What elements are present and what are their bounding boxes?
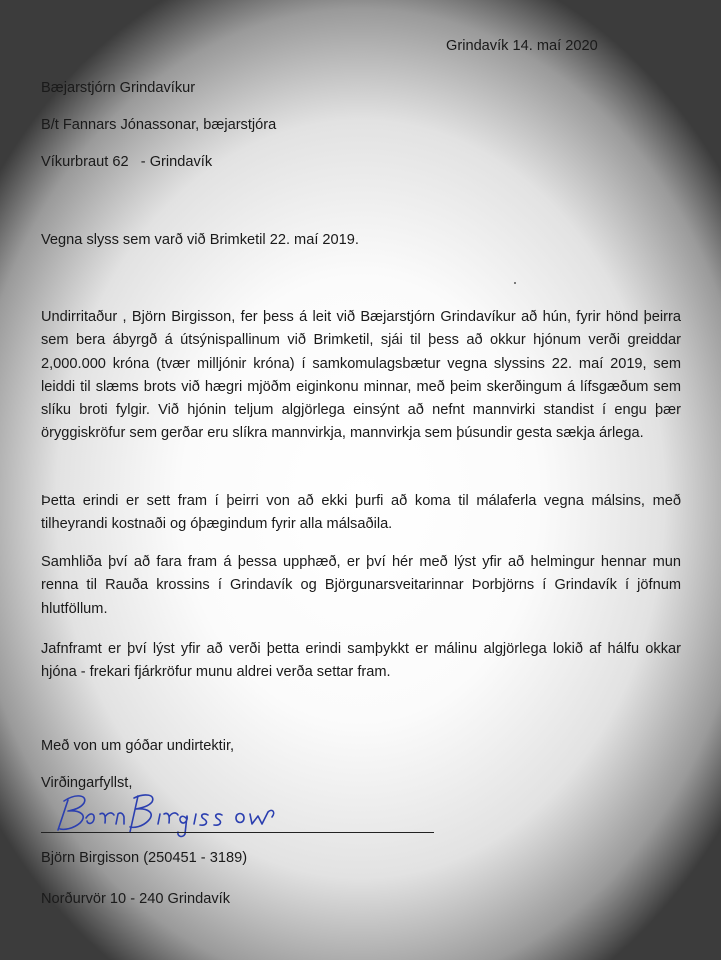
sign-off: Virðingarfyllst, xyxy=(41,775,133,791)
signer-name-id: Björn Birgisson (250451 - 3189) xyxy=(41,850,248,866)
letter-date: Grindavík 14. maí 2020 xyxy=(446,38,598,54)
handwritten-signature xyxy=(54,790,314,838)
body-paragraph-4: Jafnframt er því lýst yfir að verði þetta erindi samþykkt er málinu algjörlega lokið af hálfu okkar hjóna - frekari fjárkröfur munu aldrei verða settar fram. xyxy=(41,641,681,681)
body-paragraph-3: Samhliða því að fara fram á þessa upphæð, er því hér með lýst yfir að helmingur hennar mun renna til Rauða krossins í Grindavík og Björgunarsveitarinnar Þorbjörns í Grindavík í jöfnum hlutföllum. xyxy=(41,554,681,617)
recipient-line-2: B/t Fannars Jónassonar, bæjarstjóra xyxy=(41,117,277,133)
scan-speck xyxy=(514,282,516,284)
recipient-address: Víkurbraut 62 - Grindavík xyxy=(41,154,213,170)
closing-line: Með von um góðar undirtektir, xyxy=(41,738,235,754)
body-paragraph-2: Þetta erindi er sett fram í þeirri von að ekki þurfi að koma til málaferla vegna málsins, með tilheyrandi kostnaði og óþægindum fyrir alla málsaðila. xyxy=(41,493,681,533)
letter-subject: Vegna slyss sem varð við Brimketil 22. maí 2019. xyxy=(41,232,359,248)
signer-address: Norðurvör 10 - 240 Grindavík xyxy=(41,891,230,907)
recipient-line-1: Bæjarstjórn Grindavíkur xyxy=(41,80,196,96)
signature-line xyxy=(41,832,434,833)
body-paragraph-1: Undirritaður , Björn Birgisson, fer þess á leit við Bæjarstjórn Grindavíkur að hún, fyrir hönd þeirra sem bera ábyrgð á útsýnispallinum við Brimketil, sjái til þess að okkur hjónum verði greiddar 2,000.000 króna (tvær milljónir króna) í samkomulagsbætur vegna slyssins 22. maí 2019, sem leiddi til slæms brots við hægri mjöðm eiginkonu minnar, með þeim skerðingum á lífsgæðum sem slíku broti fylgir. Við hjónin teljum algjörlega einsýnt að nefnt mannvirki standist í engu þær öryggiskröfur sem gerðar eru slíkra mannvirkja, mannvirkja sem þúsundir gesta sækja árlega. xyxy=(41,309,681,442)
